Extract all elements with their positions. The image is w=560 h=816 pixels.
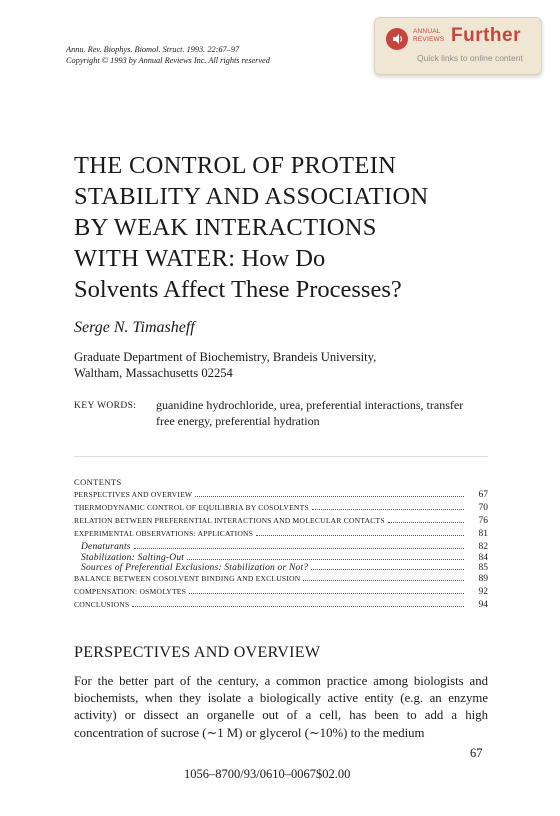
keywords-text [156,398,496,429]
toc-subitem[interactable] [74,542,488,553]
toc-item-label: COMPENSATION: OSMOLYTES [74,586,187,596]
keywords-line: free energy, preferential hydration [156,413,320,428]
further-badge[interactable] [374,17,542,75]
body-paragraph: For the better part of the century, a common practice among biologists and biochemists, when they isolate a biologically active entity (e.g. an enzyme activity) or dissect an organelle out of a cell, has been to add a high concentration of sucrose (∼1 M) or glycerol (∼10%) to the medium [74,674,488,740]
toc-item[interactable] [74,516,488,529]
section-heading: PERSPECTIVES AND OVERVIEW [74,644,321,661]
title-line: Solvents Affect These Processes? [74,276,402,303]
toc-item-page: 89 [478,573,488,584]
toc-leader [134,548,464,549]
toc-item[interactable] [74,574,488,587]
toc-item-label: PERSPECTIVES AND OVERVIEW [74,490,193,499]
toc-item-page: 76 [478,516,488,526]
table-of-contents [74,490,488,613]
toc-subitem-page: 84 [478,552,488,563]
toc-item[interactable] [74,490,488,503]
keywords-line: guanidine hydrochloride, urea, preferential interactions, transfer [156,398,464,412]
copyright-line: Copyright © 1993 by Annual Reviews Inc. All rights reserved [66,56,270,65]
toc-item-label: RELATION BETWEEN PREFERENTIAL INTERACTIONS AND MOLECULAR CONTACTS [74,516,385,525]
contents-heading: CONTENTS [74,477,122,487]
page-number: 67 [470,746,483,760]
toc-leader [187,559,464,560]
toc-item-page: 92 [478,586,488,597]
toc-item-label: CONCLUSIONS [74,599,130,609]
annual-word: ANNUAL [413,28,441,35]
toc-leader [312,509,464,510]
article-title [74,150,514,305]
title-line: BY WEAK INTERACTIONS [74,214,377,241]
toc-leader [189,593,464,594]
toc-item-label: THERMODYNAMIC CONTROL OF EQUILIBRIA BY COSOLVENTS [74,503,309,512]
affiliation-line: Waltham, Massachusetts 02254 [74,366,233,380]
toc-subitem-label: Stabilization: Salting-Out [81,552,185,563]
toc-leader [303,580,464,581]
toc-subitem-page: 85 [478,563,488,573]
toc-item-label: BALANCE BETWEEN COSOLVENT BINDING AND EXCLUSION [74,573,301,583]
affiliation-line: Graduate Department of Biochemistry, Brandeis University, [74,350,377,364]
title-line: THE CONTROL OF PROTEIN [74,152,397,179]
toc-leader [132,606,464,607]
toc-item-page: 81 [478,529,488,539]
further-label: Further [451,25,521,46]
journal-citation-line: Annu. Rev. Biophys. Biomol. Struct. 1993. 22:67–97 [66,45,240,54]
reviews-word: REVIEWS [413,35,445,43]
toc-leader [195,496,464,497]
toc-subitem-label: Denaturants [81,542,131,552]
toc-item-label: EXPERIMENTAL OBSERVATIONS: APPLICATIONS [74,529,254,538]
toc-subitem[interactable] [74,563,488,574]
toc-subitem-page: 82 [478,542,488,552]
author-name: Serge N. Timasheff [74,319,195,336]
title-rest-part: How Do [235,245,326,272]
annual-reviews-wordmark [413,28,444,43]
quick-links-link[interactable]: Quick links to online content [417,53,523,63]
toc-subitem-label: Sources of Preferential Exclusions: Stabilization or Not? [81,563,309,573]
toc-item-page: 67 [478,490,488,500]
toc-item[interactable] [74,587,488,600]
affiliation [74,349,376,381]
toc-leader [311,569,464,570]
toc-item[interactable] [74,503,488,516]
toc-item-page: 94 [478,599,488,610]
annual-reviews-logo-icon [386,28,408,50]
toc-item[interactable] [74,529,488,542]
toc-leader [256,535,464,536]
divider [74,456,488,457]
toc-subitem[interactable] [74,553,488,564]
toc-leader [388,522,464,523]
title-line: STABILITY AND ASSOCIATION [74,183,429,210]
toc-item[interactable] [74,600,488,613]
journal-citation [66,44,270,66]
title-line [74,243,514,274]
title-caps-part: WITH WATER: [74,245,236,272]
footer-code: 1056–8700/93/0610–0067$02.00 [184,767,351,781]
toc-item-page: 70 [478,503,488,513]
keywords-label: KEY WORDS: [74,401,137,411]
